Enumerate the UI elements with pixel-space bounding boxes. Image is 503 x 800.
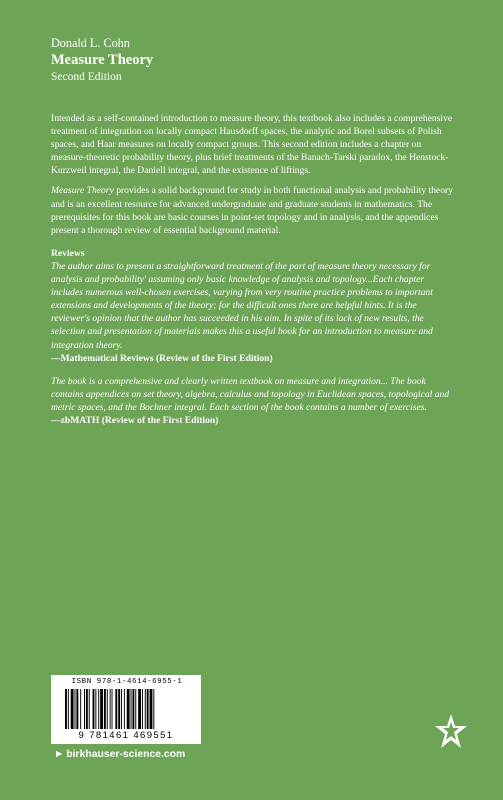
description-paragraph-2-text: provides a solid background for study in both functional analysis and probability theory and is an excellent resource for advanced undergraduate and graduate students in mathematics. The prerequisites for this book are basic courses in point-set topology and in analysis, and the appendices present a thorough review of essential background material.	[51, 185, 453, 236]
inline-book-title: Measure Theory	[51, 185, 114, 197]
cover-header	[51, 36, 471, 84]
description-paragraph-2	[51, 184, 456, 236]
birkhauser-logo	[433, 712, 469, 752]
review-quote-1: The author aims to present a straightforward treatment of the part of measure theory necessary for analysis and probability' assuming only basic knowledge of analysis and topology...Each chapter includes numerous well-chosen exercises, varying from very routine practice problems to important extensions and developments of the theory; for the difficult ones there are helpful hints. It is the reviewer's opinion that the author has succeeded in his aim. In spite of its lack of new results, the selection and presentation of materials makes this a useful book for an introduction to measure and integration theory.	[51, 260, 433, 351]
publisher-website[interactable]	[54, 749, 185, 760]
barcode-bars	[63, 689, 193, 729]
review-attribution-1: —Mathematical Reviews (Review of the First Edition)	[51, 352, 273, 364]
review-quote-2: The book is a comprehensive and clearly written textbook on measure and integration... The book contains appendices on set theory, algebra, calculus and topology in Euclidean spaces, topological and metric spaces, and the Bochner integral. Each section of the book contains a number of exercises.	[51, 375, 450, 413]
book-title: Measure Theory	[51, 52, 154, 68]
book-edition: Second Edition	[51, 71, 122, 83]
arrow-right-icon: ►	[54, 749, 65, 760]
isbn-label: ISBN 978-1-4614-6955-1	[71, 678, 183, 686]
author-name: Donald L. Cohn	[51, 36, 130, 50]
reviews-heading: Reviews	[51, 247, 85, 259]
website-url: birkhauser-science.com	[66, 749, 186, 760]
review-attribution-2: —zbMATH (Review of the First Edition)	[51, 414, 219, 426]
description-paragraph-1: Intended as a self-contained introduction to measure theory, this textbook also includes a comprehensive treatment of integration on locally compact Hausdorff spaces, the analytic and Borel subsets of Polish spaces, and Haar measures on locally compact groups. This second edition includes a chapter on measure-theoretic probability theory, plus brief treatments of the Banach-Tarski paradox, the Henstock-Kurzweil integral, the Daniell integral, and the existence of liftings.	[51, 113, 453, 177]
isbn-barcode	[51, 675, 201, 744]
barcode-digits: 9 781461 469551	[78, 730, 174, 741]
back-cover-text	[51, 112, 456, 437]
